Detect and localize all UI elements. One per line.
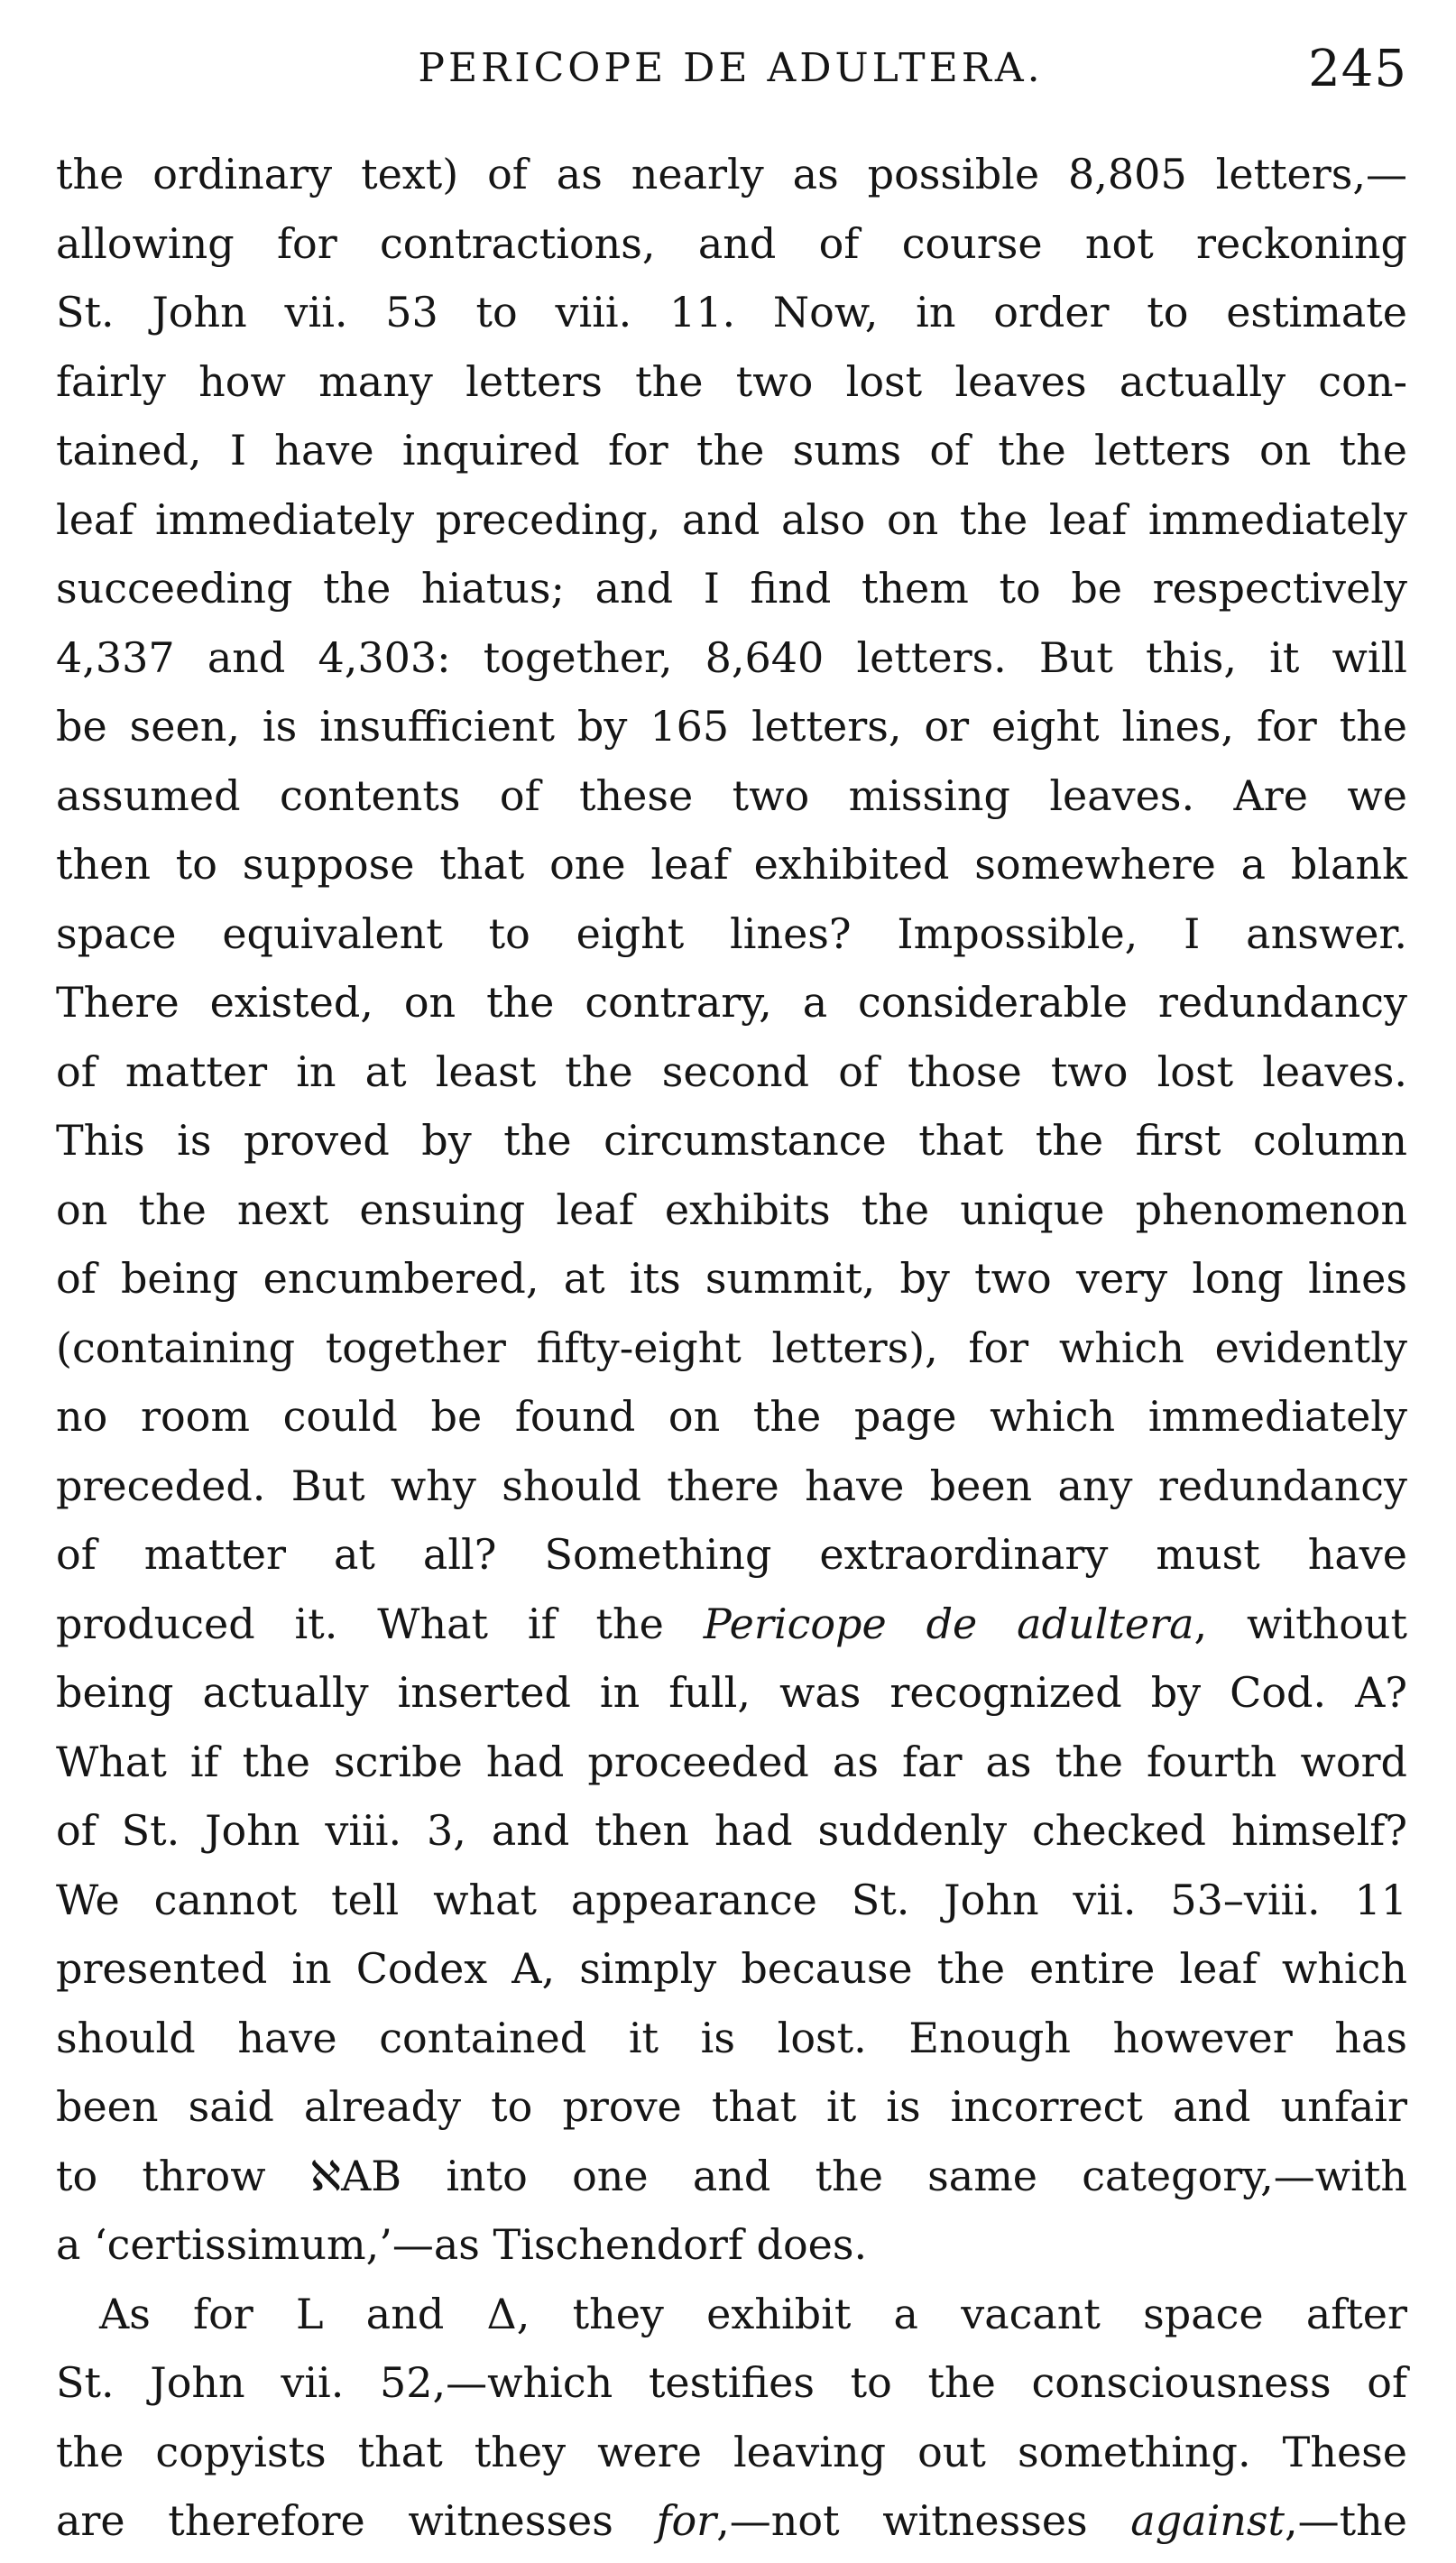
italic-title: Pericope de adultera	[703, 1599, 1194, 1648]
italic-word: for	[656, 2496, 717, 2545]
text-line: then to suppose that one leaf exhibited somewhere a blank	[56, 840, 1407, 889]
text-fragment: produced it. What if the	[56, 1599, 704, 1648]
text-line: of matter at all? Something extraordinary must have	[56, 1530, 1407, 1579]
text-line: 4,337 and 4,303: together, 8,640 letters. But this, it will	[56, 632, 1407, 682]
paragraph-first-line: As for L and Δ, they exhibit a vacant space after	[99, 2289, 1407, 2338]
text-line: the ordinary text) of as nearly as possible 8,805 letters,—	[56, 150, 1407, 198]
text-fragment: are therefore witnesses	[56, 2496, 657, 2545]
text-line: We cannot tell what appearance St. John vii. 53–viii. 11	[56, 1875, 1407, 1924]
body-text	[56, 140, 1407, 2556]
text-fragment: , without	[1193, 1599, 1408, 1648]
text-line: (containing together fifty-eight letters), for which evidently	[56, 1323, 1407, 1372]
text-line: of being encumbered, at its summit, by two very long lines	[56, 1254, 1407, 1303]
page-number: 245	[1308, 40, 1407, 98]
text-line-with-italic	[56, 2486, 1407, 2556]
text-line: being actually inserted in full, was recognized by Cod. A?	[56, 1668, 1407, 1717]
paragraph-last-line: a ‘certissimum,’—as Tischendorf does.	[56, 2220, 868, 2269]
text-line: presented in Codex A, simply because the entire leaf which	[56, 1944, 1407, 1993]
text-line: succeeding the hiatus; and I find them to be respectively	[56, 564, 1407, 613]
text-line: What if the scribe had proceeded as far as the fourth word	[56, 1737, 1407, 1786]
text-line: of St. John viii. 3, and then had suddenly checked himself?	[56, 1806, 1407, 1855]
text-line: There existed, on the contrary, a considerable redundancy	[56, 978, 1407, 1027]
text-fragment: ,—not witnesses	[716, 2496, 1131, 2545]
text-fragment: ,—the	[1285, 2496, 1407, 2545]
text-line: St. John vii. 52,—which testifies to the consciousness of	[56, 2358, 1407, 2407]
text-line: fairly how many letters the two lost leaves actually con-	[56, 356, 1407, 406]
italic-word: against	[1130, 2496, 1286, 2545]
text-line: should have contained it is lost. Enough however has	[56, 2013, 1407, 2062]
text-line: St. John vii. 53 to viii. 11. Now, in order to estimate	[56, 288, 1407, 337]
text-line: to throw ℵAB into one and the same category,—with	[56, 2151, 1407, 2200]
text-line: space equivalent to eight lines? Impossible, I answer.	[56, 908, 1407, 958]
text-line: on the next ensuing leaf exhibits the unique phenomenon	[56, 1185, 1407, 1234]
text-line: allowing for contractions, and of course not reckoning	[56, 218, 1407, 268]
text-line: preceded. But why should there have been any redundancy	[56, 1461, 1407, 1510]
text-line: assumed contents of these two missing leaves. Are we	[56, 770, 1407, 820]
text-line: be seen, is insufficient by 165 letters, or eight lines, for the	[56, 702, 1407, 751]
text-line: tained, I have inquired for the sums of the letters on the	[56, 426, 1407, 475]
text-line: This is proved by the circumstance that the first column	[56, 1116, 1407, 1165]
running-title: PERICOPE DE ADULTERA.	[418, 45, 1044, 91]
text-line: leaf immediately preceding, and also on the leaf immediately	[56, 494, 1407, 544]
running-head	[54, 40, 1407, 103]
text-line-with-italic	[56, 1590, 1407, 1659]
text-line: the copyists that they were leaving out something. These	[56, 2427, 1407, 2476]
text-line: of matter in at least the second of those two lost leaves.	[56, 1046, 1407, 1096]
text-line: no room could be found on the page which immediately	[56, 1392, 1407, 1441]
text-line: been said already to prove that it is incorrect and unfair	[56, 2082, 1407, 2131]
